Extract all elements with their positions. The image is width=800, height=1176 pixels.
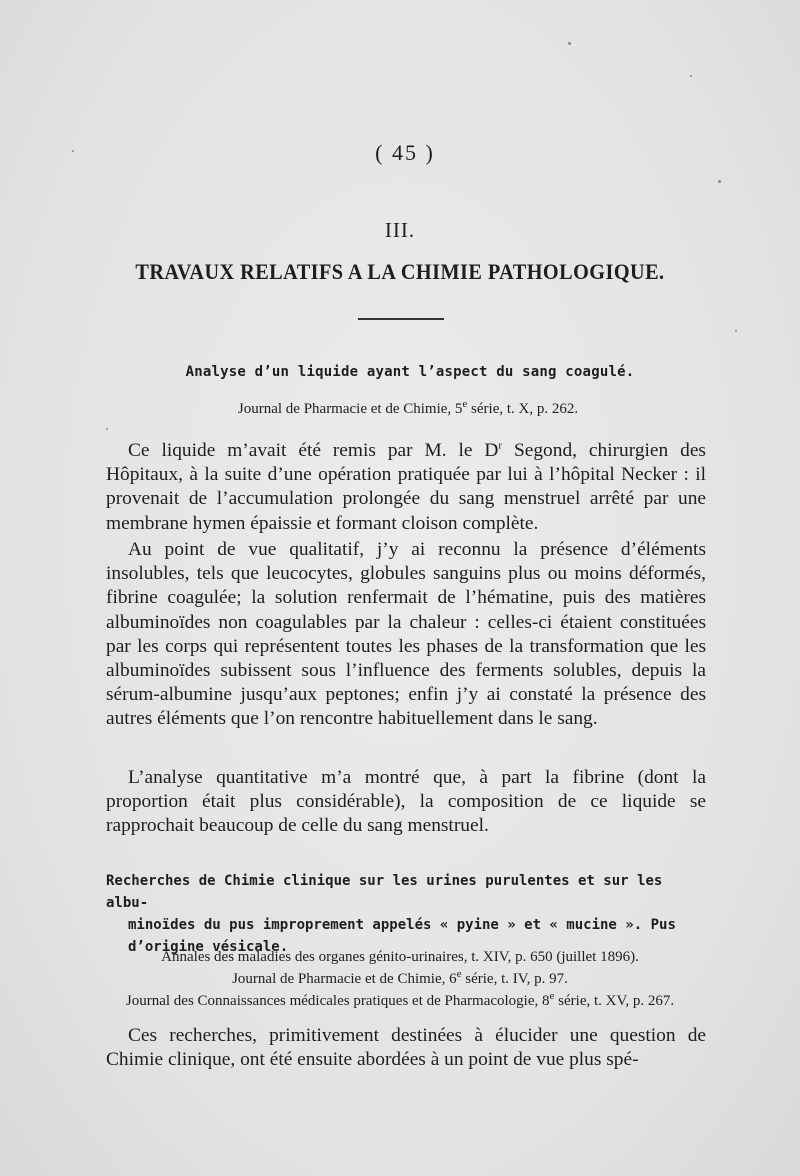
article-2-title [106,870,706,958]
paper-speck [568,42,571,45]
paper-speck [690,75,692,77]
paper-speck [718,180,721,183]
article-1-paragraph-1: Ce liquide m’avait été remis par M. le $D^r$ Segond, chirurgien des Hôpitaux, à la suite d’une opération pratiquée par lui à l’hôpital Necker : il provenait de l’accumulation prolongée du sang menstruel arrêté par une membrane hymen épaissie et formant cloison complète. [106,439,706,534]
article-2-reference-2: Journal de Pharmacie et de Chimie, 6e série, t. IV, p. 97. [232,968,568,987]
section-title: TRAVAUX RELATIFS A LA CHIMIE PATHOLOGIQUE. [135,259,665,284]
title-divider [358,318,444,320]
article-2-title-line-1: Recherches de Chimie clinique sur les urines purulentes et sur les albu- [106,873,663,911]
article-1-paragraph-3-text: L’analyse quantitative m’a montré que, à part la fibrine (dont la proportion était plus considérable), la composition de ce liquide se rapprochait beaucoup de celle du sang menstruel. [106,767,706,837]
article-1-reference: Journal de Pharmacie et de Chimie, 5e série, t. X, p. 262. [237,398,579,417]
article-2-paragraph [106,1024,706,1072]
article-2-title-continuation: minoïdes du pus improprement appelés « pyine » et « mucine ». Pus d’origine vésicale. [128,917,676,955]
paper-speck [106,428,108,430]
paper-speck [72,150,74,152]
article-2-reference-1: Annales des maladies des organes génito-urinaires, t. XIV, p. 650 (juillet 1896). [161,949,639,965]
section-number: III. [384,218,416,242]
article-1-paragraph-2 [106,538,706,732]
article-2-references [0,946,800,1012]
article-1-paragraph-3 [106,766,706,839]
page-number: ( 45 ) [375,140,435,165]
article-2-reference-3: Journal des Connaissances médicales pratiques et de Pharmacologie, 8e série, t. XV, p. 267. [125,990,675,1009]
article-2-paragraph-text: Ces recherches, primitivement destinées à élucider une question de Chimie clinique, ont été ensuite abordées à un point de vue plus spé- [106,1025,706,1071]
article-1-paragraph-2-text: Au point de vue qualitatif, j’y ai reconnu la présence d’éléments insolubles, tels que leucocytes, globules sanguins plus ou moins déformés, fibrine coagulée; la solution renfermait de l’hématine, puis des matières albuminoïdes non coagulables par la chaleur : celles-ci étaient constituées par les corps qui représentent toutes les phases de la transformation que les albuminoïdes subissent sous l’influence des ferments solubles, depuis la sérum-albumine jusqu’aux peptones; enfin j’y ai constaté la présence des autres éléments que l’on rencontre habituellement dans le sang. [106,539,706,730]
article-1-title: Analyse d’un liquide ayant l’aspect du sang coagulé. [185,364,635,380]
paper-speck [735,330,737,332]
